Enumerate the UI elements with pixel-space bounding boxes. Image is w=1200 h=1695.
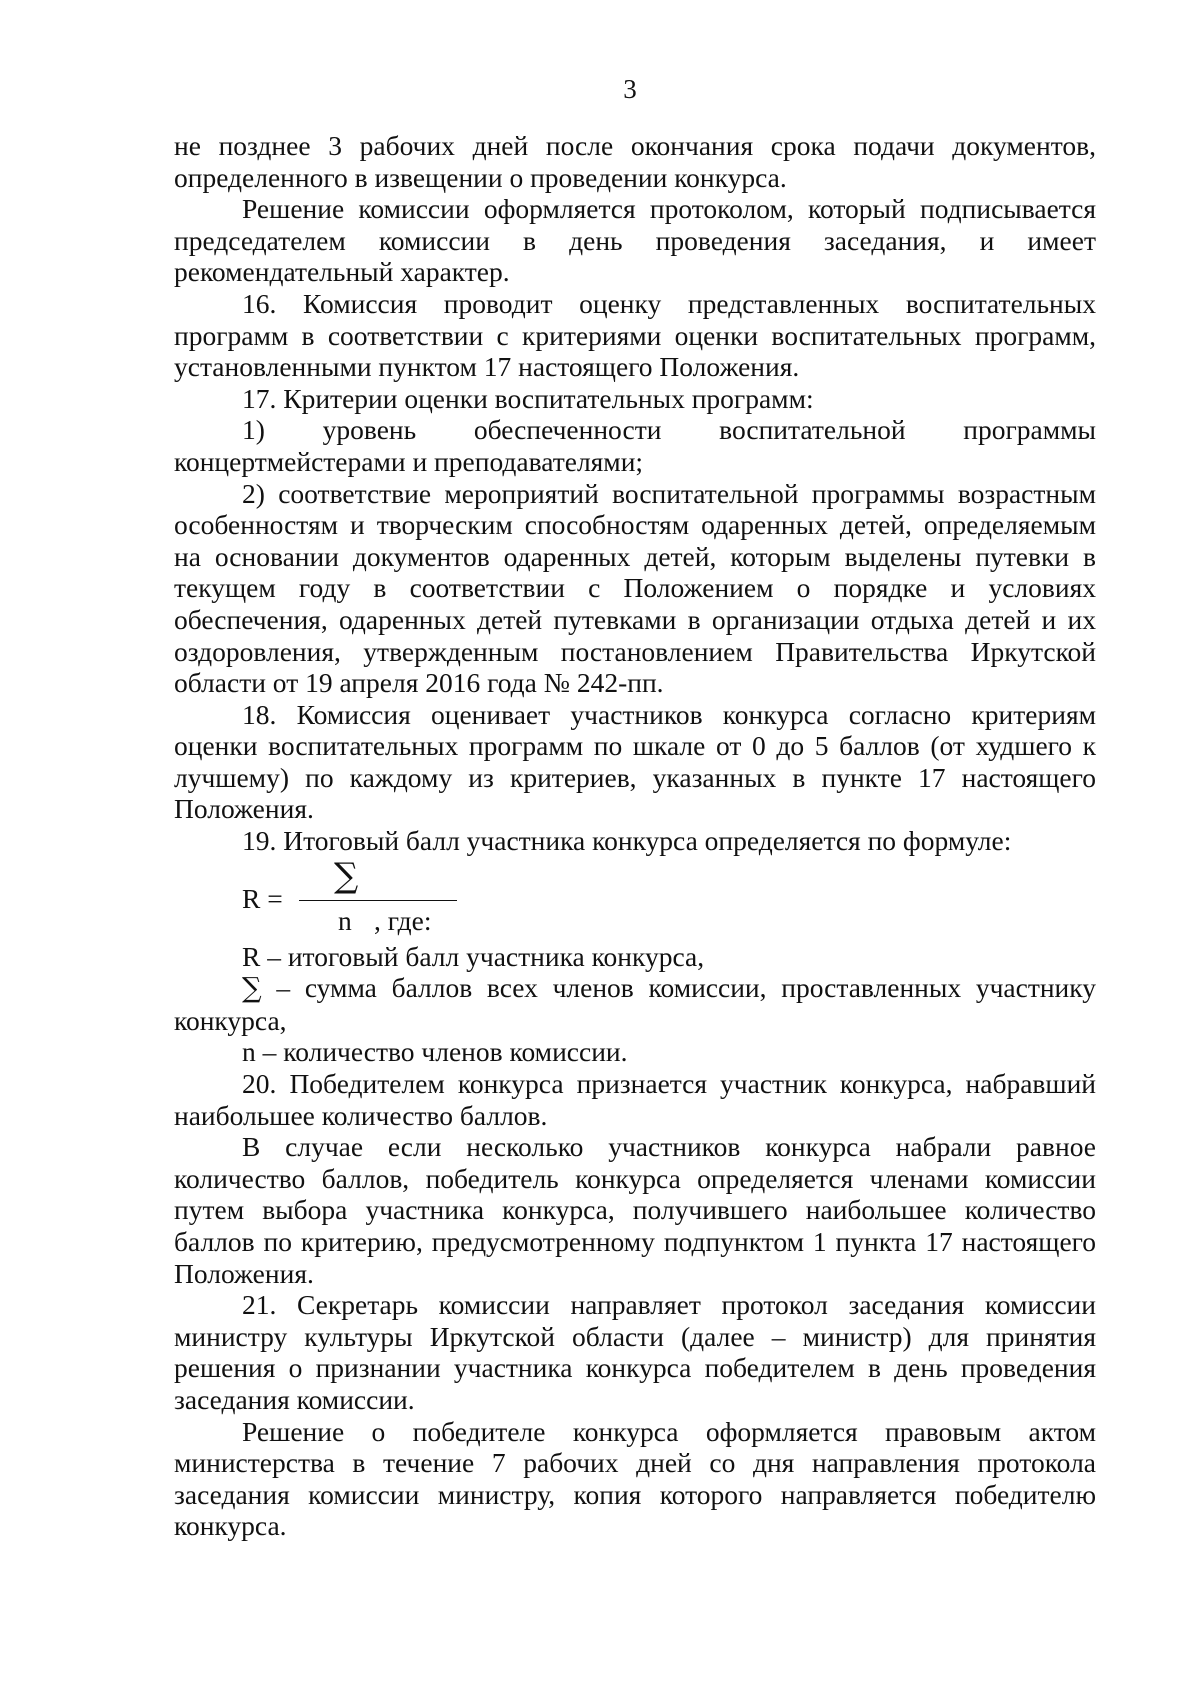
- definition-r: R – итоговый балл участника конкурса,: [242, 940, 705, 972]
- paragraph-2: Решение комиссии оформляется протоколом, который подписывается председателем комиссии в день проведения заседания, и имеет рекомендательный характер.: [174, 193, 1096, 288]
- paragraph-decision: Решение о победителе конкурса оформляется правовым актом министерства в течение 7 рабочих дней со дня направления протокола заседания комиссии министру, копия которого направляется победителю конкурса.: [174, 1415, 1096, 1542]
- formula-numerator-sigma: ∑: [334, 855, 359, 896]
- paragraph-20: 20. Победителем конкурса признается участник конкурса, набравший наибольшее количество баллов.: [174, 1068, 1096, 1131]
- formula-denominator: n: [338, 904, 352, 936]
- paragraph-17: 17. Критерии оценки воспитательных программ:: [242, 382, 814, 414]
- paragraph-16: 16. Комиссия проводит оценку представленных воспитательных программ в соответствии с критериями оценки воспитательных программ, установленными пунктом 17 настоящего Положения.: [174, 287, 1096, 383]
- paragraph-19: 19. Итоговый балл участника конкурса определяется по формуле:: [242, 825, 1012, 857]
- paragraph-tie: В случае если несколько участников конкурса набрали равное количество баллов, победитель конкурса определяется членами комиссии путем выбора участника конкурса, получившего наибольшее количество баллов по критерию, предусмотренному подпунктом 1 пункта 17 настоящего Положения.: [174, 1131, 1096, 1289]
- definition-sigma-text: – сумма баллов всех членов комиссии, проставленных участнику конкурса,: [174, 972, 1096, 1036]
- document-body: [174, 130, 1096, 1542]
- formula-suffix: , где:: [374, 904, 432, 936]
- definition-n: n – количество членов комиссии.: [242, 1036, 628, 1068]
- paragraph-18: 18. Комиссия оценивает участников конкурса согласно критериям оценки воспитательных программ по шкале от 0 до 5 баллов (от худшего к лучшему) по каждому из критериев, указанных в пункте 17 настоящего Положения.: [174, 698, 1096, 825]
- definition-sigma: [174, 972, 1096, 1036]
- page-number: 3: [623, 74, 637, 104]
- fraction-bar: [299, 900, 457, 901]
- criterion-1: 1) уровень обеспеченности воспитательной программы концертмейстерами и преподавателями;: [174, 414, 1096, 477]
- paragraph-1: не позднее 3 рабочих дней после окончания срока подачи документов, определенного в извещении о проведении конкурса.: [174, 130, 1096, 193]
- sigma-symbol: ∑: [242, 972, 262, 1005]
- formula-lhs: R =: [242, 882, 283, 914]
- score-formula: [174, 855, 1096, 941]
- criterion-2: 2) соответствие мероприятий воспитательной программы возрастным особенностям и творческим способностям одаренных детей, определяемым на основании документов одаренных детей, которым выделены путевки в текущем году в соответствии с Положением о порядке и условиях обеспечения, одаренных детей путевками в организации отдыха детей и их оздоровления, утвержденным постановлением Правительства Иркутской области от 19 апреля 2016 года № 242-пп.: [174, 477, 1096, 699]
- paragraph-21: 21. Секретарь комиссии направляет протокол заседания комиссии министру культуры Иркутской области (далее – министр) для принятия решения о признании участника конкурса победителем в день проведения заседания комиссии.: [174, 1289, 1096, 1415]
